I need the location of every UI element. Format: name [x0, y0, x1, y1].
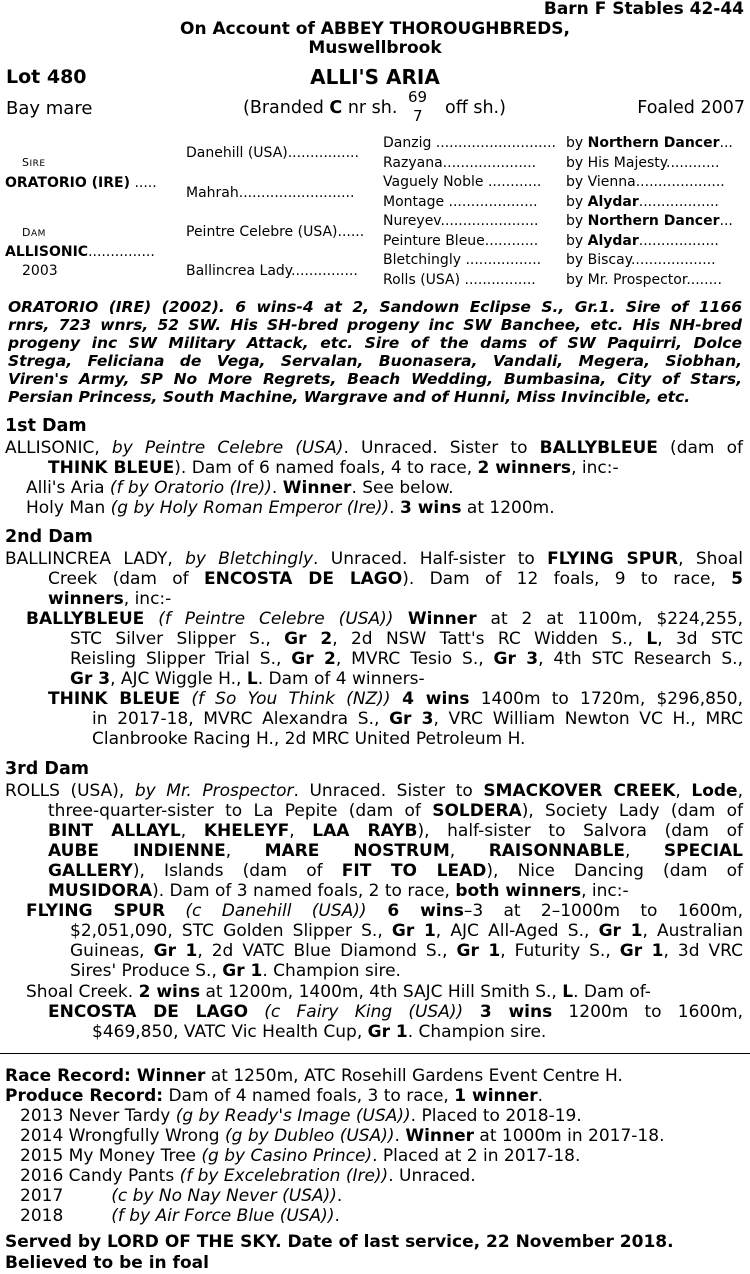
- pedigree-g2-item: Bletchingly .................: [383, 252, 542, 268]
- section-divider: [0, 1053, 750, 1054]
- pedigree-g1-item: Danehill (USA)................: [186, 145, 359, 161]
- first-dam-line: Alli's Aria (f by Oratorio (Ire)). Winner. See below.: [26, 478, 454, 498]
- produce-item: 2013 Never Tardy (g by Ready's Image (USA)). Placed to 2018-19.: [20, 1106, 582, 1126]
- second-dam-line: Gr 3, AJC Wiggle H., L. Dam of 4 winners-: [70, 669, 425, 689]
- third-dam-line: BINT ALLAYL, KHELEYF, LAA RAYB), half-sister to Salvora (dam of: [48, 821, 743, 841]
- foaled-year: Foaled 2007: [637, 98, 745, 118]
- third-dam-line: three-quarter-sister to La Pepite (dam of SOLDERA), Society Lady (dam of: [48, 801, 743, 821]
- produce-item: 2015 My Money Tree (g by Casino Prince). Placed at 2 in 2017-18.: [20, 1146, 581, 1166]
- pedigree-g2-item: Rolls (USA) ................: [383, 272, 536, 288]
- second-dam-line: winners, inc:-: [48, 589, 172, 609]
- second-dam-line: Reisling Slipper Trial S., Gr 2, MVRC Tesio S., Gr 3, 4th STC Research S.,: [70, 649, 743, 669]
- third-dam-line: GALLERY), Islands (dam of FIT TO LEAD), Nice Dancing (dam of: [48, 861, 743, 881]
- second-dam-line: BALLYBLEUE (f Peintre Celebre (USA)) Winner at 2 at 1100m, $224,255,: [26, 609, 743, 629]
- sire-summary-line: rnrs, 723 wnrs, 52 SW. His SH-bred progeny inc SW Banchee, etc. His NH-bred: [8, 316, 742, 334]
- second-dam-line: Clanbrooke Racing H., 2d MRC United Petroleum H.: [92, 729, 526, 749]
- pedigree-g3-item: by Northern Dancer...: [566, 213, 733, 229]
- third-dam-line: MUSIDORA). Dam of 3 named foals, 2 to race, both winners, inc:-: [48, 881, 629, 901]
- third-dam-line: AUBE INDIENNE, MARE NOSTRUM, RAISONNABLE, SPECIAL: [48, 841, 744, 861]
- sex-color: Bay mare: [6, 98, 93, 119]
- pedigree-g2-item: Nureyev......................: [383, 213, 539, 229]
- brand-suffix: off sh.): [445, 98, 506, 118]
- pedigree-g1-item: Peintre Celebre (USA)......: [186, 224, 365, 240]
- first-dam-line: Holy Man (g by Holy Roman Emperor (Ire)). 3 wins at 1200m.: [26, 498, 555, 518]
- third-dam-line: Shoal Creek. 2 wins at 1200m, 1400m, 4th SAJC Hill Smith S., L. Dam of-: [26, 982, 651, 1002]
- first-dam-line: ALLISONIC, by Peintre Celebre (USA). Unraced. Sister to BALLYBLEUE (dam of: [5, 438, 743, 458]
- horse-name: ALLI'S ARIA: [310, 65, 440, 89]
- brand-symbol: C: [329, 98, 343, 118]
- pedigree-g1-item: Ballincrea Lady...............: [186, 263, 358, 279]
- third-dam-line: Sires' Produce S., Gr 1. Champion sire.: [70, 961, 401, 981]
- pedigree-g1-item: Mahrah..........................: [186, 185, 355, 201]
- second-dam-line: STC Silver Slipper S., Gr 2, 2d NSW Tatt's RC Widden S., L, 3d STC: [70, 629, 743, 649]
- first-dam-line: THINK BLEUE). Dam of 6 named foals, 4 to race, 2 winners, inc:-: [48, 458, 619, 478]
- pedigree-g3-item: by Northern Dancer...: [566, 135, 733, 151]
- produce-item: 2017 (c by No Nay Never (USA)).: [20, 1186, 343, 1206]
- third-dam-line: $469,850, VATC Vic Health Cup, Gr 1. Champion sire.: [92, 1022, 547, 1042]
- third-dam-line: ROLLS (USA), by Mr. Prospector. Unraced. Sister to SMACKOVER CREEK, Lode,: [5, 781, 743, 801]
- sire-summary-line: Strega, Feliciana de Vega, Servalan, Buonasera, Vandali, Megera, Siobhan,: [8, 352, 742, 370]
- produce-record: Produce Record: Dam of 4 named foals, 3 to race, 1 winner.: [5, 1086, 544, 1106]
- lot-number: Lot 480: [6, 66, 87, 88]
- in-foal-note: Believed to be in foal: [5, 1253, 209, 1273]
- second-dam-line: Creek (dam of ENCOSTA DE LAGO). Dam of 12 foals, 9 to race, 5: [48, 569, 743, 589]
- service-note: Served by LORD OF THE SKY. Date of last service, 22 November 2018.: [5, 1232, 674, 1252]
- barn-location: Barn F Stables 42-44: [543, 0, 744, 19]
- brand-info: (Branded C nr sh.: [243, 98, 398, 118]
- pedigree-g2-item: Vaguely Noble ............: [383, 174, 542, 190]
- second-dam-line: THINK BLEUE (f So You Think (NZ)) 4 wins 1400m to 1720m, $296,850,: [48, 689, 743, 709]
- third-dam-heading: 3rd Dam: [5, 759, 89, 779]
- pedigree-g3-item: by Alydar..................: [566, 233, 719, 249]
- third-dam-line: ENCOSTA DE LAGO (c Fairy King (USA)) 3 wins 1200m to 1600m,: [48, 1002, 744, 1022]
- pedigree-g3-item: by Alydar..................: [566, 194, 719, 210]
- race-record: Race Record: Winner at 1250m, ATC Rosehill Gardens Event Centre H.: [5, 1066, 623, 1086]
- third-dam-line: Guineas, Gr 1, 2d VATC Blue Diamond S., Gr 1, Futurity S., Gr 1, 3d VRC: [70, 941, 743, 961]
- dam-name: ALLISONIC...............: [5, 244, 155, 260]
- sire-name: ORATORIO (IRE) .....: [5, 175, 157, 191]
- produce-item: 2014 Wrongfully Wrong (g by Dubleo (USA)). Winner at 1000m in 2017-18.: [20, 1126, 665, 1146]
- brand-number-bottom: 7: [413, 107, 423, 125]
- pedigree-g2-item: Montage ....................: [383, 194, 538, 210]
- sire-summary-line: progeny inc SW Military Attack, etc. Sire of the dams of SW Paquirri, Dolce: [8, 334, 742, 352]
- sire-label: SIRE: [22, 156, 46, 169]
- sire-summary-line: Persian Princess, South Machine, Wargrave and of Hunni, Miss Invincible, etc.: [8, 388, 691, 406]
- sire-summary-line: Viren's Army, SP No More Regrets, Beach Wedding, Bumbasina, City of Stars,: [8, 370, 742, 388]
- produce-item: 2016 Candy Pants (f by Excelebration (Ire)). Unraced.: [20, 1166, 476, 1186]
- dam-label: DAM: [22, 226, 46, 239]
- pedigree-g3-item: by Mr. Prospector........: [566, 272, 722, 288]
- pedigree-g2-item: Razyana.....................: [383, 155, 537, 171]
- second-dam-line: in 2017-18, MVRC Alexandra S., Gr 3, VRC William Newton VC H., MRC: [92, 709, 743, 729]
- pedigree-g3-item: by His Majesty............: [566, 155, 720, 171]
- vendor-line: On Account of ABBEY THOROUGHBREDS,: [180, 19, 570, 39]
- pedigree-g3-item: by Vienna....................: [566, 174, 725, 190]
- vendor-location: Muswellbrook: [308, 38, 442, 58]
- dam-year: 2003: [22, 263, 58, 279]
- second-dam-line: BALLINCREA LADY, by Bletchingly. Unraced. Half-sister to FLYING SPUR, Shoal: [5, 549, 743, 569]
- third-dam-line: $2,051,090, STC Golden Slipper S., Gr 1, AJC All-Aged S., Gr 1, Australian: [70, 921, 744, 941]
- sire-summary-line: ORATORIO (IRE) (2002). 6 wins-4 at 2, Sandown Eclipse S., Gr.1. Sire of 1166: [8, 298, 742, 316]
- pedigree-g2-item: Danzig ...........................: [383, 135, 556, 151]
- pedigree-g3-item: by Biscay...................: [566, 252, 716, 268]
- pedigree-g2-item: Peinture Bleue............: [383, 233, 539, 249]
- third-dam-line: FLYING SPUR (c Danehill (USA)) 6 wins–3 at 2–1000m to 1600m,: [26, 901, 744, 921]
- first-dam-heading: 1st Dam: [5, 416, 87, 436]
- produce-item: 2018 (f by Air Force Blue (USA)).: [20, 1206, 340, 1226]
- brand-number-top: 69: [408, 88, 428, 106]
- second-dam-heading: 2nd Dam: [5, 527, 93, 547]
